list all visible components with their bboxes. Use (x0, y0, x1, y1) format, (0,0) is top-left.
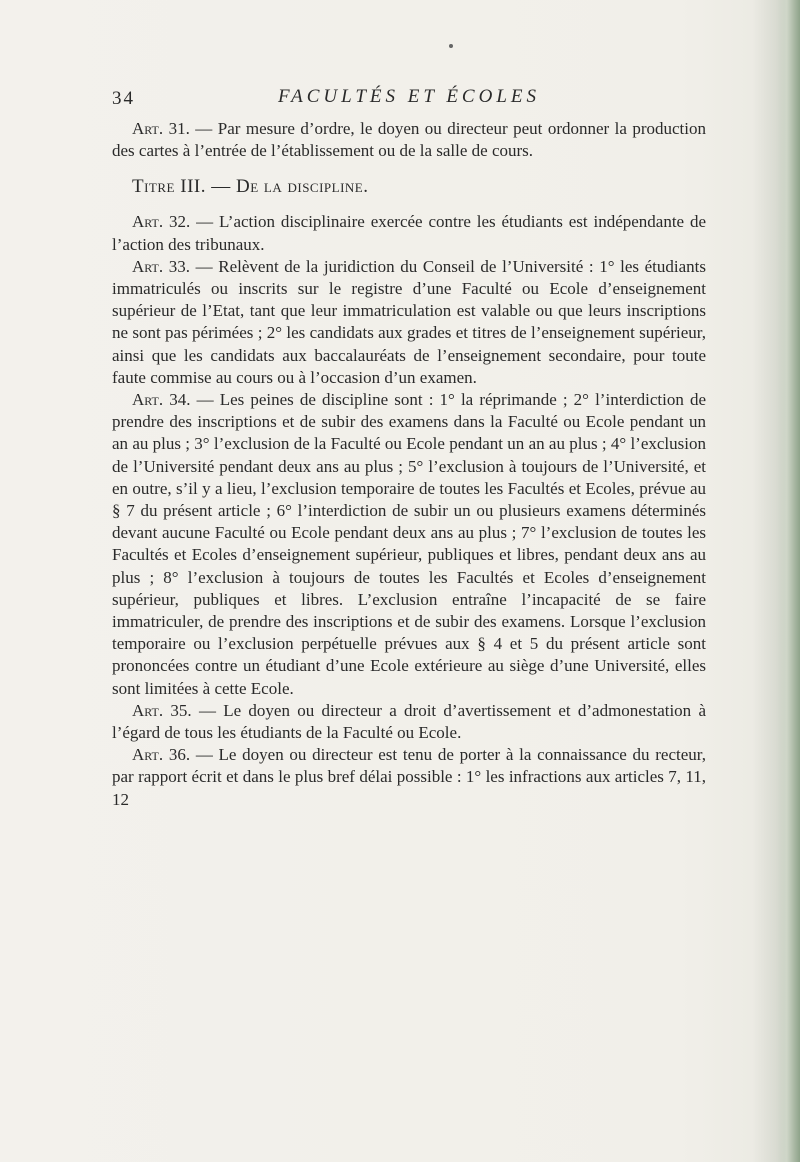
section-title (112, 175, 706, 199)
page-number: 34 (112, 88, 135, 109)
article-32 (112, 211, 706, 255)
article-35 (112, 700, 706, 744)
article-text: — Le doyen ou directeur a droit d’avertissement et d’admonestation à l’égard de tous les étudiants de la Faculté ou Ecole. (112, 700, 707, 743)
article-36 (112, 744, 706, 811)
article-text: — L’action disciplinaire exercée contre les étudiants est indépendante de l’action des tribunaux. (112, 212, 707, 254)
article-text: — Le doyen ou directeur est tenu de porter à la connaissance du recteur, par rapport écrit et dans le plus bref délai possible : 1° les infractions aux articles 7, 11, 12 (112, 745, 706, 809)
section-title-label: Titre III. (132, 176, 206, 198)
article-label: Art. 34. (132, 390, 191, 410)
running-title: FACULTÉS ET ÉCOLES (277, 86, 541, 107)
paper-speck (449, 44, 453, 48)
article-label: Art. 36. (132, 745, 191, 765)
page-edge-shadow (778, 0, 800, 1162)
article-text: — Par mesure d’ordre, le doyen ou directeur peut ordonner la production des cartes à l’entrée de l’établissement ou de la salle de cours. (112, 119, 707, 161)
section-title-separator: — (205, 176, 236, 198)
article-label: Art. 33. (132, 256, 191, 276)
article-label: Art. 32. (132, 212, 191, 232)
page-header (112, 82, 706, 116)
article-text: — Les peines de discipline sont : 1° la réprimande ; 2° l’interdiction de prendre des inscriptions et de subir des examens dans la Faculté ou Ecole pendant un an au plus ; 3° l’exclusion de la Faculté ou Ecole pendant un an au plus ; 4° l’exclusion de l’Université pendant deux ans au plus ; 5° l’exclusion à toujours de l’Université, et en outre, s’il y a lieu, l’exclusion temporaire de toutes les Facultés et Ecoles, prévue au § 7 du présent article ; 6° l’interdiction de subir un ou plusieurs examens déterminés devant aucune Faculté ou Ecole pendant deux ans au plus ; 7° l’exclusion de toutes les Facultés et Ecoles d’enseignement supérieur, publiques et libres, pendant deux ans au plus ; 8° l’exclusion à toujours de toutes les Facultés et Ecoles d’enseignement supérieur, publiques et libres. L’exclusion entraîne l’incapacité de se faire immatriculer, de prendre des inscriptions et de subir des examens. Lorsque l’exclusion temporaire ou l’exclusion perpétuelle prévues aux § 4 et 5 du présent article sont prononcées contre un étudiant d’une Ecole extérieure au siège d’une Université, elles sont limitées à cette Ecole. (112, 390, 706, 698)
article-label: Art. 35. (132, 700, 192, 720)
article-text: — Relèvent de la juridiction du Conseil de l’Université : 1° les étudiants immatriculés ou inscrits sur le registre d’une Faculté ou Ecole d’enseignement supérieur de l’Etat, tant que leur immatriculation est valable ou que leurs inscriptions ne sont pas périmées ; 2° les candidats aux grades et titres de l’enseignement supérieur, ainsi que les candidats aux baccalauréats de l’enseignement secondaire, pour toute faute commise au cours ou à l’occasion d’un examen. (112, 256, 707, 387)
section-title-heading: De la discipline. (235, 176, 369, 198)
article-33 (112, 256, 706, 389)
article-label: Art. 31. (132, 119, 190, 138)
page-body (112, 118, 706, 811)
article-34 (112, 389, 706, 700)
article-31 (112, 118, 706, 162)
